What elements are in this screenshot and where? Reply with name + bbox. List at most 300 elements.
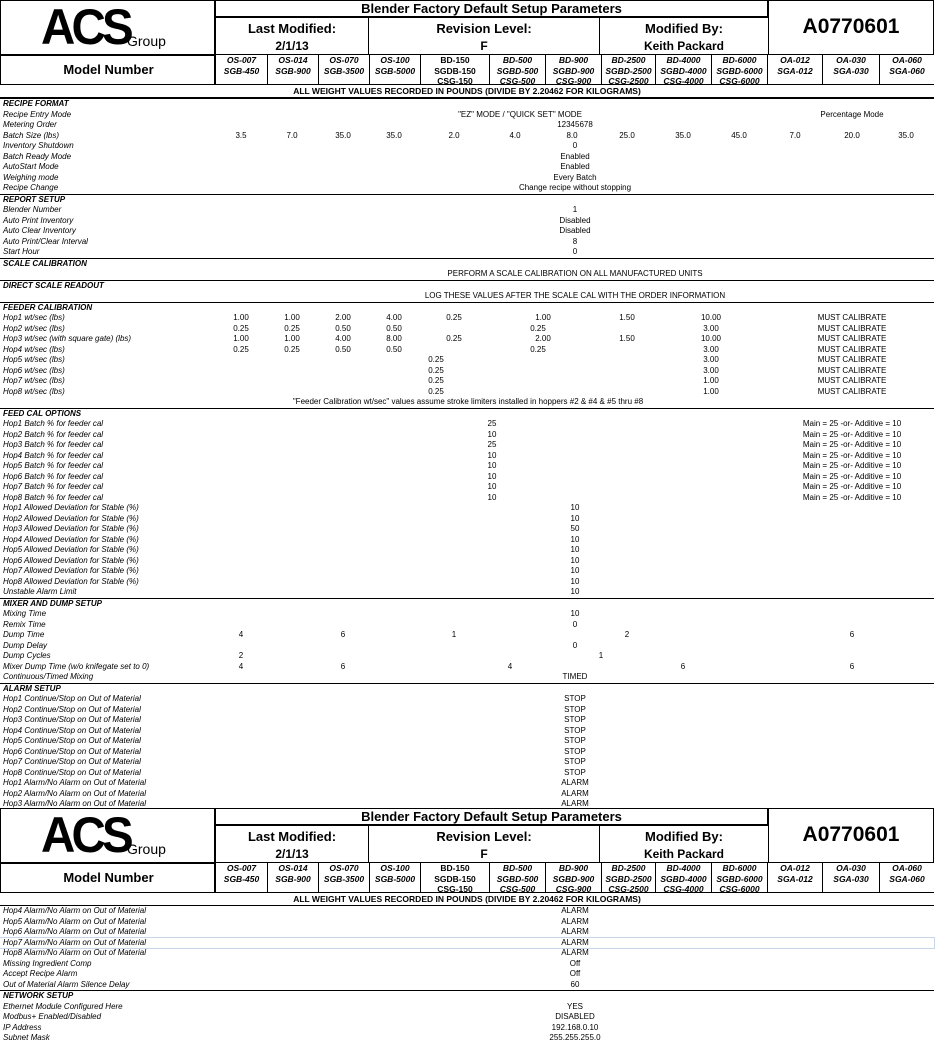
parameter-value: 7.0 [789,130,801,140]
parameter-value: 12345678 [557,120,593,129]
parameter-value: 10 [487,471,497,481]
weights-note: ALL WEIGHT VALUES RECORDED IN POUNDS (DIVIDE BY 2.20462 FOR KILOGRAMS) [0,894,934,906]
parameter-label: Hop7 Allowed Deviation for Stable (%) [3,566,139,575]
section-header-row [0,280,934,292]
parameter-row [0,355,934,366]
model-code: OS-014 [278,863,308,873]
parameter-value: STOP [564,736,586,745]
model-column-header [601,863,655,893]
parameter-row [0,269,934,280]
parameter-value: 10 [570,609,580,618]
parameter-value: Enabled [560,162,590,171]
parameter-label: Hop7 Alarm/No Alarm on Out of Material [3,937,147,947]
section-title: FEEDER CALIBRATION [3,302,93,312]
model-column-header [420,55,489,85]
parameter-value: LOG THESE VALUES AFTER THE SCALE CAL WITH THE ORDER INFORMATION [424,291,726,300]
model-code: SGBD-500 [496,65,539,76]
model-column-header [489,55,545,85]
document-number: A0770601 [768,0,934,55]
parameter-row [0,503,934,514]
parameter-label: Hop4 Allowed Deviation for Stable (%) [3,534,139,544]
model-column-header [655,55,711,85]
model-code: OS-007 [226,55,257,65]
model-code: OS-100 [380,55,410,65]
parameter-value: 10 [570,566,580,575]
parameter-label: Hop5 Batch % for feeder cal [3,461,104,470]
parameter-value: Change recipe without stopping [518,183,632,192]
parameter-label: Hop2 Batch % for feeder cal [3,429,104,439]
parameter-row [0,906,934,917]
section-title: NETWORK SETUP [3,991,74,1000]
parameter-row [0,141,934,152]
parameter-row [0,980,934,991]
model-column-header [215,55,267,85]
parameter-row [0,757,934,768]
parameter-row [0,927,934,938]
modified-by-cell [599,17,769,55]
parameter-row [0,110,934,121]
model-column-header [879,55,934,85]
model-code: SGBD-2500 [605,65,652,76]
acs-group-logo [41,807,211,863]
parameter-row [0,226,934,237]
parameter-value: MUST CALIBRATE [817,323,887,333]
parameter-row [0,948,934,959]
parameter-value: ALARM [561,937,589,947]
parameter-value: MUST CALIBRATE [817,365,887,375]
parameter-value: 3.00 [703,344,719,354]
parameter-value: 1.50 [619,313,635,322]
parameter-row [0,451,934,462]
parameter-value: 1.00 [233,334,249,343]
parameter-label: Hop1 Allowed Deviation for Stable (%) [3,503,139,512]
parameter-label: Hop6 Alarm/No Alarm on Out of Material [3,927,147,936]
parameter-row [0,440,934,451]
parameter-value: STOP [564,694,586,703]
parameter-row [0,313,934,324]
model-code: OS-070 [329,55,359,65]
model-code: CSG-900 [555,884,592,894]
model-code: OA-030 [836,55,866,65]
sheet-title: Blender Factory Default Setup Parameters [215,0,768,17]
parameter-value: STOP [564,704,586,714]
parameter-row [0,120,934,131]
parameter-value: 1.00 [703,376,719,385]
parameter-value: 0.25 [428,355,444,364]
parameter-label: Auto Print/Clear Interval [3,236,88,246]
parameter-row [0,430,934,441]
parameter-row [0,524,934,535]
parameter-label: Hop4 Batch % for feeder cal [3,450,104,460]
model-column-header [822,863,879,893]
parameter-value: 0.25 [428,376,444,385]
model-code: SGB-5000 [374,873,416,884]
parameter-row [0,620,934,631]
parameter-value: 255.255.255.0 [549,1033,601,1042]
parameter-row [0,672,934,683]
parameter-label: Recipe Change [3,183,59,192]
model-code: SGBD-2500 [605,873,652,884]
revision-value: F [480,847,488,861]
parameter-value: 0.25 [233,323,249,333]
model-column-header [420,863,489,893]
last-modified-label: Last Modified: [247,21,337,36]
section-header-row [0,990,934,1002]
parameter-value: 0.50 [335,323,351,333]
parameter-value: 0.50 [335,344,351,354]
parameter-label: Hop4 Continue/Stop on Out of Material [3,725,141,735]
parameter-label: Unstable Alarm Limit [3,587,77,596]
parameter-value: Main = 25 -or- Additive = 10 [802,450,902,460]
parameter-label: Dump Time [3,630,45,639]
parameter-value: 6 [340,630,346,639]
sheet-page-2 [0,808,936,1046]
parameter-row [0,419,934,430]
parameter-row [0,472,934,483]
model-code: SGB-3500 [323,65,365,76]
parameter-label: Hop1 Batch % for feeder cal [3,419,104,428]
parameter-row [0,566,934,577]
parameter-value: 0.25 [233,344,249,354]
parameter-value: 192.168.0.10 [551,1022,599,1032]
parameter-value: MUST CALIBRATE [817,334,887,343]
parameter-value: 1.00 [284,334,300,343]
parameter-label: Hop2 Allowed Deviation for Stable (%) [3,513,139,523]
model-code: CSG-4000 [663,884,704,894]
parameter-value: STOP [564,725,586,735]
parameter-row [0,1012,934,1023]
parameter-label: Hop3 Allowed Deviation for Stable (%) [3,524,139,533]
model-code: OS-100 [380,863,410,873]
parameter-value: 10 [487,492,497,502]
model-column-header [711,863,767,893]
parameter-table [0,98,934,810]
parameter-label: AutoStart Mode [3,162,59,171]
parameter-value: 45.0 [731,130,747,140]
parameter-value: 35.0 [675,130,691,140]
model-code: CSG-6000 [719,76,760,86]
parameter-row [0,324,934,335]
parameter-row [0,917,934,928]
parameter-label: Mixer Dump Time (w/o knifegate set to 0) [3,661,150,671]
parameter-value: 3.00 [703,355,719,364]
model-code: OA-030 [836,863,866,873]
parameter-label: Weighing mode [3,172,59,182]
model-code: CSG-2500 [608,76,649,86]
parameter-value: 0 [572,640,578,650]
parameter-value: 4.0 [509,130,521,140]
parameter-row [0,183,934,194]
last-modified-label: Last Modified: [247,829,337,844]
section-title: MIXER AND DUMP SETUP [3,598,102,608]
parameter-row [0,789,934,800]
parameter-value: 4 [238,661,244,671]
modified-by-label: Modified By: [645,21,723,36]
parameter-value: 2 [238,651,244,660]
section-title: SCALE CALIBRATION [3,258,87,268]
parameter-label: Hop6 Allowed Deviation for Stable (%) [3,555,139,565]
parameter-row [0,662,934,673]
parameter-row [0,715,934,726]
model-column-header [215,863,267,893]
parameter-value: STOP [564,767,586,777]
parameter-value: ALARM [561,799,589,808]
parameter-value: 1.00 [284,313,300,322]
parameter-row [0,397,934,408]
parameter-value: ALARM [561,778,589,787]
parameter-row [0,587,934,598]
parameter-label: Continuous/Timed Mixing [3,672,94,681]
parameter-row [0,778,934,789]
model-code: SGB-5000 [374,65,416,76]
parameter-value: Disabled [559,226,591,235]
parameter-value: 25 [487,440,497,449]
model-code: CSG-2500 [608,884,649,894]
parameter-value: 3.5 [235,130,247,140]
revision-label: Revision Level: [436,829,532,844]
model-code: OA-060 [892,55,922,65]
parameter-value: 0.50 [386,344,402,354]
parameter-label: Modbus+ Enabled/Disabled [3,1012,102,1021]
parameter-value: ALARM [561,927,589,936]
parameter-row [0,493,934,504]
model-code: SGA-060 [889,65,925,76]
parameter-label: Recipe Entry Mode [3,109,72,119]
model-code: BD-500 [502,863,533,873]
parameter-value: 1.00 [535,313,551,322]
sheet-header [0,0,934,85]
model-column-header [655,863,711,893]
model-code: SGA-012 [777,65,813,76]
model-column-header [711,55,767,85]
parameter-value: 6 [340,661,346,671]
parameter-label: Hop2 Alarm/No Alarm on Out of Material [3,788,147,798]
parameter-value: Main = 25 -or- Additive = 10 [802,492,902,502]
parameter-label: Out of Material Alarm Silence Delay [3,979,130,989]
parameter-row [0,152,934,163]
parameter-row [0,366,934,377]
parameter-value: 1 [598,651,604,660]
parameter-row [0,376,934,387]
parameter-row [0,747,934,758]
last-modified-value: 2/1/13 [275,39,309,53]
parameter-value: 35.0 [386,130,402,140]
parameter-label: Hop3 Continue/Stop on Out of Material [3,715,141,724]
section-title: RECIPE FORMAT [3,99,69,108]
parameter-row [0,1023,934,1034]
model-code: SGA-030 [833,65,869,76]
parameter-row [0,630,934,641]
model-code: BD-4000 [666,863,701,873]
parameter-value: 25.0 [619,130,635,140]
parameter-value: 0.50 [386,323,402,333]
sheet-header [0,808,934,893]
parameter-value: 2.00 [535,334,551,343]
parameter-value: 10 [570,503,580,512]
parameter-value: 25 [487,419,497,428]
model-code: CSG-150 [437,884,473,894]
parameter-label: Hop3 Alarm/No Alarm on Out of Material [3,799,147,808]
section-title: DIRECT SCALE READOUT [3,280,104,290]
parameter-value: 0.25 [428,386,444,396]
parameter-value: MUST CALIBRATE [817,355,887,364]
parameter-label: Hop4 Alarm/No Alarm on Out of Material [3,906,147,915]
model-column-header [318,863,369,893]
parameter-label: Hop5 Allowed Deviation for Stable (%) [3,545,139,554]
model-column-header [318,55,369,85]
section-title: ALARM SETUP [3,683,61,693]
model-column-header [545,55,601,85]
weights-note: ALL WEIGHT VALUES RECORDED IN POUNDS (DIVIDE BY 2.20462 FOR KILOGRAMS) [0,86,934,98]
parameter-value: Enabled [560,151,590,161]
parameter-row [0,334,934,345]
parameter-label: Hop2 wt/sec (lbs) [3,323,65,333]
revision-cell [368,17,600,55]
parameter-value: 10 [570,555,580,565]
model-code: OS-014 [278,55,308,65]
parameter-value: Main = 25 -or- Additive = 10 [802,482,902,491]
parameter-label: Start Hour [3,247,40,256]
model-code: BD-6000 [722,863,757,873]
parameter-row [0,726,934,737]
parameter-label: Metering Order [3,120,57,129]
model-code: CSG-500 [499,884,536,894]
model-code: BD-150 [440,863,470,873]
section-header-row [0,302,934,314]
parameter-row [0,736,934,747]
parameter-row [0,461,934,472]
parameter-label: Hop5 Alarm/No Alarm on Out of Material [3,916,147,926]
parameter-value: 35.0 [335,130,351,140]
logo-cell [0,808,215,863]
parameter-label: Hop1 Alarm/No Alarm on Out of Material [3,778,147,787]
parameter-label: Dump Delay [3,640,48,650]
parameter-value: Every Batch [553,172,597,182]
parameter-value: 0 [572,247,578,256]
parameter-row [0,345,934,356]
parameter-value: DISABLED [555,1012,595,1021]
parameter-row [0,216,934,227]
parameter-table [0,906,934,1044]
parameter-value: 6 [849,661,855,671]
model-code: SGB-450 [223,873,260,884]
parameter-value: 50 [570,524,580,533]
model-column-header [267,55,318,85]
parameter-row [0,247,934,258]
parameter-label: Inventory Shutdown [3,141,74,150]
parameter-row [0,535,934,546]
parameter-label: Hop8 Continue/Stop on Out of Material [3,767,141,777]
logo-group-text: Group [127,841,166,857]
section-header-row [0,258,934,270]
model-number-cell [0,863,215,893]
parameter-value: Percentage Mode [820,109,884,119]
model-column-header [369,863,420,893]
parameter-value: 10 [487,461,497,470]
parameter-row [0,556,934,567]
parameter-value: 8 [572,236,578,246]
model-code: SGBD-900 [552,873,595,884]
parameter-row [0,609,934,620]
document-number: A0770601 [768,808,934,863]
model-column-header [545,863,601,893]
model-code: CSG-4000 [663,76,704,86]
model-columns [215,55,934,85]
parameter-label: Batch Ready Mode [3,151,72,161]
parameter-row [0,205,934,216]
parameter-value: 4.00 [335,334,351,343]
model-code: SGBD-4000 [660,65,707,76]
parameter-value: 1 [451,630,457,639]
parameter-value: STOP [564,757,586,766]
parameter-row [0,173,934,184]
parameter-label: Hop4 wt/sec (lbs) [3,344,65,354]
modified-by-value: Keith Packard [643,847,725,861]
parameter-label: Hop7 Continue/Stop on Out of Material [3,757,141,766]
parameter-row [0,641,934,652]
parameter-label: Hop8 Batch % for feeder cal [3,492,104,502]
model-code: SGDB-150 [434,65,476,76]
model-code: BD-500 [502,55,533,65]
logo-group-text: Group [127,33,166,49]
parameter-row [0,514,934,525]
parameter-value: 1.00 [233,313,249,322]
model-code: BD-150 [440,55,470,65]
parameter-value: ALARM [561,916,589,926]
last-modified-cell [215,825,369,863]
parameter-value: Disabled [559,215,591,225]
parameter-value: 0.25 [446,334,462,343]
parameter-label: Hop5 Continue/Stop on Out of Material [3,736,141,745]
parameter-row [0,1033,934,1044]
parameter-value: 6 [680,661,686,671]
parameter-value: 6 [849,630,855,639]
parameter-value: "Feeder Calibration wt/sec" values assume stroke limiters installed in hoppers #2 & #4 & #5 thru #8 [292,397,644,406]
parameter-label: Remix Time [3,619,46,629]
parameter-label: IP Address [3,1022,42,1032]
model-code: OS-007 [226,863,257,873]
parameter-row [0,705,934,716]
model-code: SGBD-900 [552,65,595,76]
parameter-value: 7.0 [286,130,298,140]
parameter-value: STOP [564,746,586,756]
parameter-value: 1 [572,205,578,214]
parameter-value: Main = 25 -or- Additive = 10 [802,429,902,439]
parameter-row [0,959,934,970]
parameter-value: 3.00 [703,365,719,375]
parameter-label: Hop7 wt/sec (lbs) [3,376,65,385]
parameter-label: Hop3 wt/sec (with square gate) (lbs) [3,334,132,343]
parameter-value: MUST CALIBRATE [817,376,887,385]
parameter-row [0,577,934,588]
section-header-row [0,683,934,695]
parameter-row [0,162,934,173]
model-column-header [489,863,545,893]
revision-value: F [480,39,488,53]
parameter-value: STOP [564,715,586,724]
model-code: OA-012 [780,863,810,873]
parameter-row [0,482,934,493]
parameter-value: ALARM [561,948,589,957]
parameter-label: Accept Recipe Alarm [3,969,78,978]
parameter-value: ALARM [561,788,589,798]
parameter-label: Hop6 Continue/Stop on Out of Material [3,746,141,756]
parameter-value: 10 [570,513,580,523]
model-code: SGA-030 [833,873,869,884]
model-code: SGA-012 [777,873,813,884]
parameter-label: Ethernet Module Configured Here [3,1001,123,1011]
acs-group-logo [41,0,211,55]
